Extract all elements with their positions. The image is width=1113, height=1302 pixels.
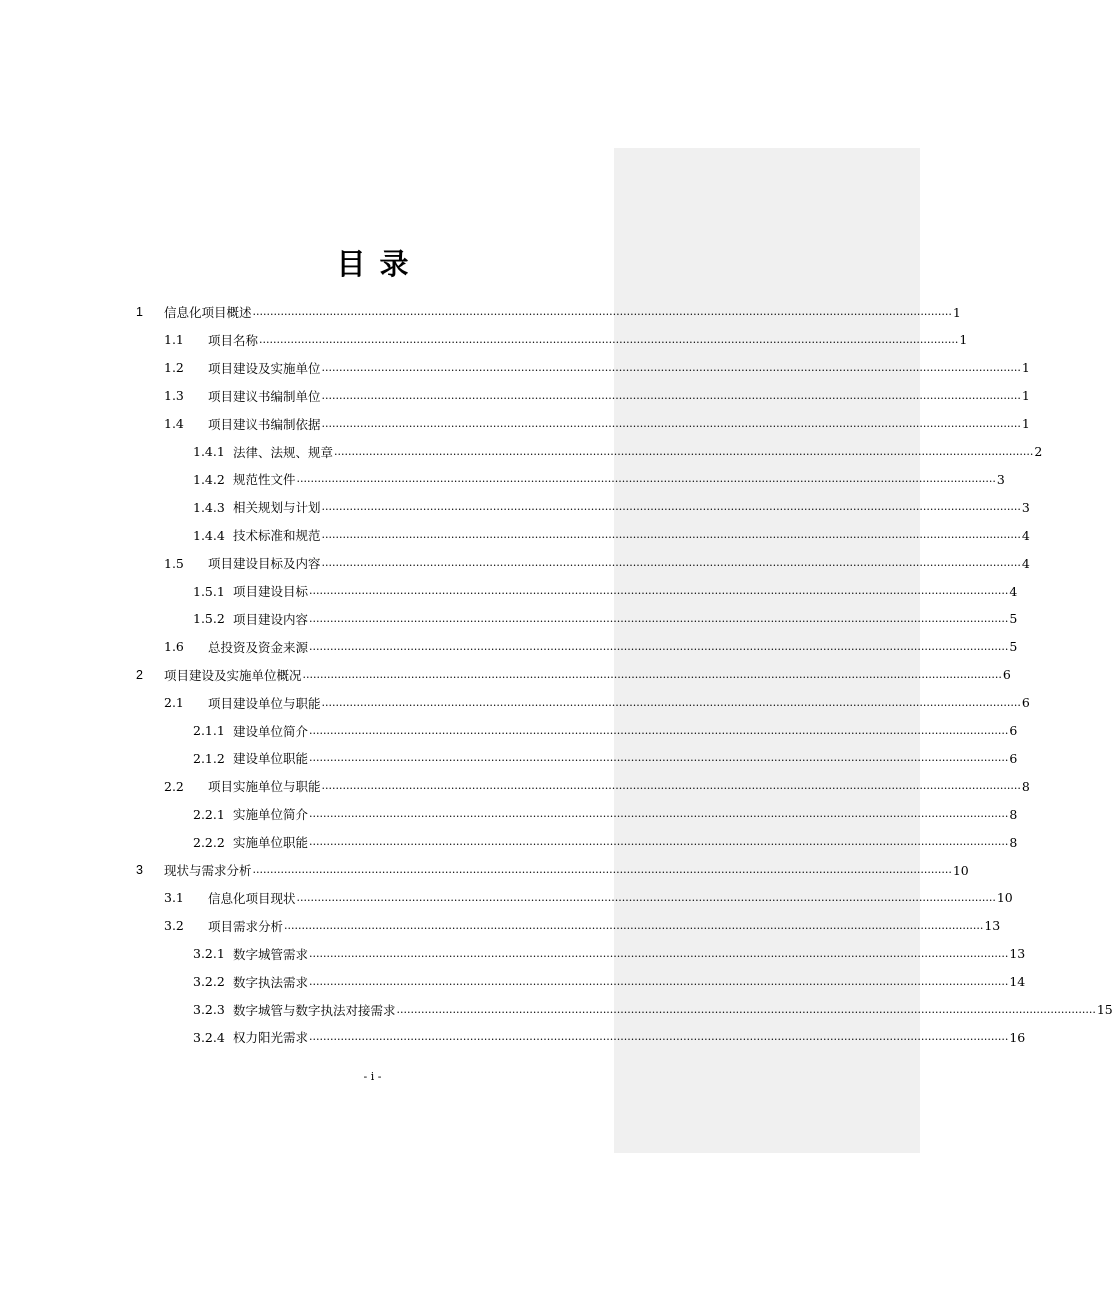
toc-entry-number: 3.2.2 xyxy=(193,974,225,990)
toc-entry-page: 1 xyxy=(1021,360,1030,376)
toc-dot-leader: ........................................................................................................................................................................................................ xyxy=(309,584,1009,597)
toc-dot-leader: ........................................................................................................................................................................................................ xyxy=(321,779,1021,793)
toc-entry-number: 1.5.1 xyxy=(193,583,225,599)
toc-entry-label: 项目建议书编制单位 xyxy=(208,388,321,404)
toc-entry[interactable] xyxy=(136,856,969,884)
toc-entry-page: 10 xyxy=(952,862,969,878)
toc-entry-page: 8 xyxy=(1009,806,1018,822)
toc-entry-label: 项目建议书编制依据 xyxy=(208,416,321,432)
toc-entry-number: 1 xyxy=(136,305,143,319)
toc-entry[interactable] xyxy=(193,996,1113,1024)
toc-entry[interactable] xyxy=(193,521,1030,549)
toc-entry-label: 技术标准和规范 xyxy=(233,528,321,544)
toc-entry-label: 总投资及资金来源 xyxy=(208,639,309,655)
toc-dot-leader: ........................................................................................................................................................................................................ xyxy=(321,695,1021,709)
toc-entry[interactable] xyxy=(164,633,1018,661)
toc-entry-page: 3 xyxy=(1021,499,1030,515)
toc-entry-page: 8 xyxy=(1009,834,1018,850)
toc-entry[interactable] xyxy=(193,968,1026,996)
toc-dot-leader: ........................................................................................................................................................................................................ xyxy=(321,528,1021,542)
toc-entry-number: 2 xyxy=(136,667,143,682)
toc-entry[interactable] xyxy=(193,605,1018,633)
toc-entry-page: 5 xyxy=(1009,611,1018,627)
toc-dot-leader: ........................................................................................................................................................................................................ xyxy=(309,751,1009,765)
toc-entry-page: 4 xyxy=(1021,527,1030,543)
toc-entry[interactable] xyxy=(164,410,1030,438)
toc-dot-leader: ........................................................................................................................................................................................................ xyxy=(321,360,1021,374)
toc-entry[interactable] xyxy=(136,661,1011,689)
toc-entry-number: 3 xyxy=(136,863,143,877)
toc-entry[interactable] xyxy=(193,438,1043,466)
toc-entry-label: 数字执法需求 xyxy=(233,974,309,990)
toc-entry-label: 项目建设目标及内容 xyxy=(208,556,321,572)
toc-entry[interactable] xyxy=(164,382,1030,410)
toc-entry-page: 15 xyxy=(1096,1002,1113,1017)
toc-entry[interactable] xyxy=(193,800,1018,828)
toc-entry[interactable] xyxy=(193,577,1018,605)
toc-entry-number: 1.4 xyxy=(164,416,184,432)
toc-entry[interactable] xyxy=(193,828,1018,856)
toc-entry-label: 项目建设及实施单位概况 xyxy=(164,667,302,683)
toc-entry-number: 3.2.4 xyxy=(193,1029,225,1045)
toc-dot-leader: ........................................................................................................................................................................................................ xyxy=(309,946,1009,960)
toc-entry-number: 2.2.1 xyxy=(193,806,225,822)
toc-entry-number: 2.2 xyxy=(164,778,184,794)
toc-entry-label: 法律、法规、规章 xyxy=(233,444,334,460)
toc-dot-leader: ........................................................................................................................................................................................................ xyxy=(252,305,952,318)
toc-entry[interactable] xyxy=(164,326,968,354)
toc-dot-leader: ........................................................................................................................................................................................................ xyxy=(284,918,984,932)
toc-title: 目录 xyxy=(336,247,423,281)
toc-dot-leader: ........................................................................................................................................................................................................ xyxy=(309,611,1009,625)
toc-dot-leader: ........................................................................................................................................................................................................ xyxy=(252,863,952,876)
toc-entry-label: 现状与需求分析 xyxy=(164,863,252,878)
toc-entry-label: 数字城管与数字执法对接需求 xyxy=(233,1002,396,1018)
toc-entry[interactable] xyxy=(136,298,961,326)
toc-entry-label: 信息化项目现状 xyxy=(208,890,296,906)
toc-entry-page: 14 xyxy=(1009,974,1026,990)
toc-entry[interactable] xyxy=(193,493,1030,521)
toc-entry[interactable] xyxy=(164,354,1030,382)
toc-entry[interactable] xyxy=(164,772,1030,800)
toc-entry-number: 2.1.1 xyxy=(193,723,225,738)
toc-entry-page: 13 xyxy=(1009,946,1026,962)
toc-entry-page: 4 xyxy=(1021,555,1030,571)
toc-dot-leader: ........................................................................................................................................................................................................ xyxy=(309,807,1009,821)
toc-dot-leader: ........................................................................................................................................................................................................ xyxy=(309,1030,1009,1044)
toc-entry-page: 1 xyxy=(952,304,961,320)
page-number-footer: - i - xyxy=(363,1070,382,1083)
toc-entry-number: 1.2 xyxy=(164,360,184,376)
toc-entry-number: 1.3 xyxy=(164,388,184,404)
toc-dot-leader: ........................................................................................................................................................................................................ xyxy=(321,388,1021,402)
toc-entry-number: 3.2.3 xyxy=(193,1002,225,1017)
toc-entry-label: 建设单位职能 xyxy=(233,751,309,767)
toc-dot-leader: ........................................................................................................................................................................................................ xyxy=(296,472,996,486)
toc-entry-page: 16 xyxy=(1009,1029,1026,1045)
toc-entry-label: 项目建设内容 xyxy=(233,611,309,627)
toc-entry[interactable] xyxy=(164,884,1013,912)
toc-entry-label: 实施单位简介 xyxy=(233,807,309,823)
toc-dot-leader: ........................................................................................................................................................................................................ xyxy=(321,416,1021,430)
toc-entry[interactable] xyxy=(164,549,1030,577)
toc-entry-number: 3.2 xyxy=(164,918,184,934)
toc-dot-leader: ........................................................................................................................................................................................................ xyxy=(309,835,1009,849)
toc-entry[interactable] xyxy=(193,1023,1026,1051)
toc-entry-label: 实施单位职能 xyxy=(233,835,309,851)
toc-entry[interactable] xyxy=(193,940,1026,968)
toc-entry-number: 1.6 xyxy=(164,639,184,655)
toc-dot-leader: ........................................................................................................................................................................................................ xyxy=(309,723,1009,737)
toc-entry-number: 3.1 xyxy=(164,890,184,906)
toc-entry-label: 项目建设及实施单位 xyxy=(208,360,321,376)
toc-entry-page: 13 xyxy=(984,918,1001,934)
toc-entry[interactable] xyxy=(164,912,1001,940)
toc-entry-number: 1.4.2 xyxy=(193,471,225,487)
toc-entry-label: 数字城管需求 xyxy=(233,946,309,962)
toc-entry-number: 1.4.3 xyxy=(193,499,225,515)
toc-entry-number: 1.5 xyxy=(164,555,184,571)
toc-entry-page: 4 xyxy=(1009,583,1018,599)
toc-entry-label: 项目建设单位与职能 xyxy=(208,695,321,711)
toc-entry-page: 1 xyxy=(959,332,968,348)
toc-entry-page: 10 xyxy=(996,890,1013,906)
toc-entry-number: 1.1 xyxy=(164,332,184,348)
toc-entry-label: 权力阳光需求 xyxy=(233,1030,309,1046)
toc-entry-label: 相关规划与计划 xyxy=(233,500,321,516)
toc-entry-number: 3.2.1 xyxy=(193,946,225,962)
toc-entry-label: 项目名称 xyxy=(208,332,259,348)
toc-entry-number: 1.5.2 xyxy=(193,611,225,627)
toc-dot-leader: ........................................................................................................................................................................................................ xyxy=(302,667,1002,681)
toc-dot-leader: ........................................................................................................................................................................................................ xyxy=(321,500,1021,514)
toc-dot-leader: ........................................................................................................................................................................................................ xyxy=(396,1002,1096,1016)
toc-dot-leader: ........................................................................................................................................................................................................ xyxy=(296,890,996,904)
toc-entry[interactable] xyxy=(193,744,1018,772)
toc-entry-page: 6 xyxy=(1021,695,1030,711)
toc-entry-label: 建设单位简介 xyxy=(233,723,309,739)
toc-entry-number: 1.4.4 xyxy=(193,527,225,543)
toc-entry-label: 项目建设目标 xyxy=(233,584,309,599)
toc-entry-page: 3 xyxy=(996,471,1005,487)
toc-entry-label: 项目实施单位与职能 xyxy=(208,779,321,795)
toc-entry[interactable] xyxy=(164,689,1030,717)
toc-entry-page: 6 xyxy=(1009,723,1018,738)
toc-entry-page: 1 xyxy=(1021,416,1030,432)
toc-entry[interactable] xyxy=(193,717,1018,745)
toc-dot-leader: ........................................................................................................................................................................................................ xyxy=(309,974,1009,988)
toc-entry-number: 2.1 xyxy=(164,695,184,711)
toc-entry-label: 规范性文件 xyxy=(233,472,296,488)
toc-entry-page: 1 xyxy=(1021,388,1030,404)
toc-entry[interactable] xyxy=(193,465,1005,493)
toc-entry-page: 5 xyxy=(1009,639,1018,655)
toc-entry-page: 6 xyxy=(1009,750,1018,766)
toc-dot-leader: ........................................................................................................................................................................................................ xyxy=(309,639,1009,653)
toc-entry-page: 8 xyxy=(1021,778,1030,794)
toc-entry-label: 项目需求分析 xyxy=(208,918,284,934)
toc-entry-label: 信息化项目概述 xyxy=(164,305,252,320)
toc-dot-leader: ........................................................................................................................................................................................................ xyxy=(259,332,959,346)
toc-entry-number: 1.4.1 xyxy=(193,444,225,459)
toc-entry-page: 2 xyxy=(1034,444,1043,459)
toc-entry-number: 2.1.2 xyxy=(193,750,225,766)
toc-entry-page: 6 xyxy=(1002,667,1011,683)
toc-entry-number: 2.2.2 xyxy=(193,834,225,850)
toc-dot-leader: ........................................................................................................................................................................................................ xyxy=(321,556,1021,570)
toc-dot-leader: ........................................................................................................................................................................................................ xyxy=(334,444,1034,458)
